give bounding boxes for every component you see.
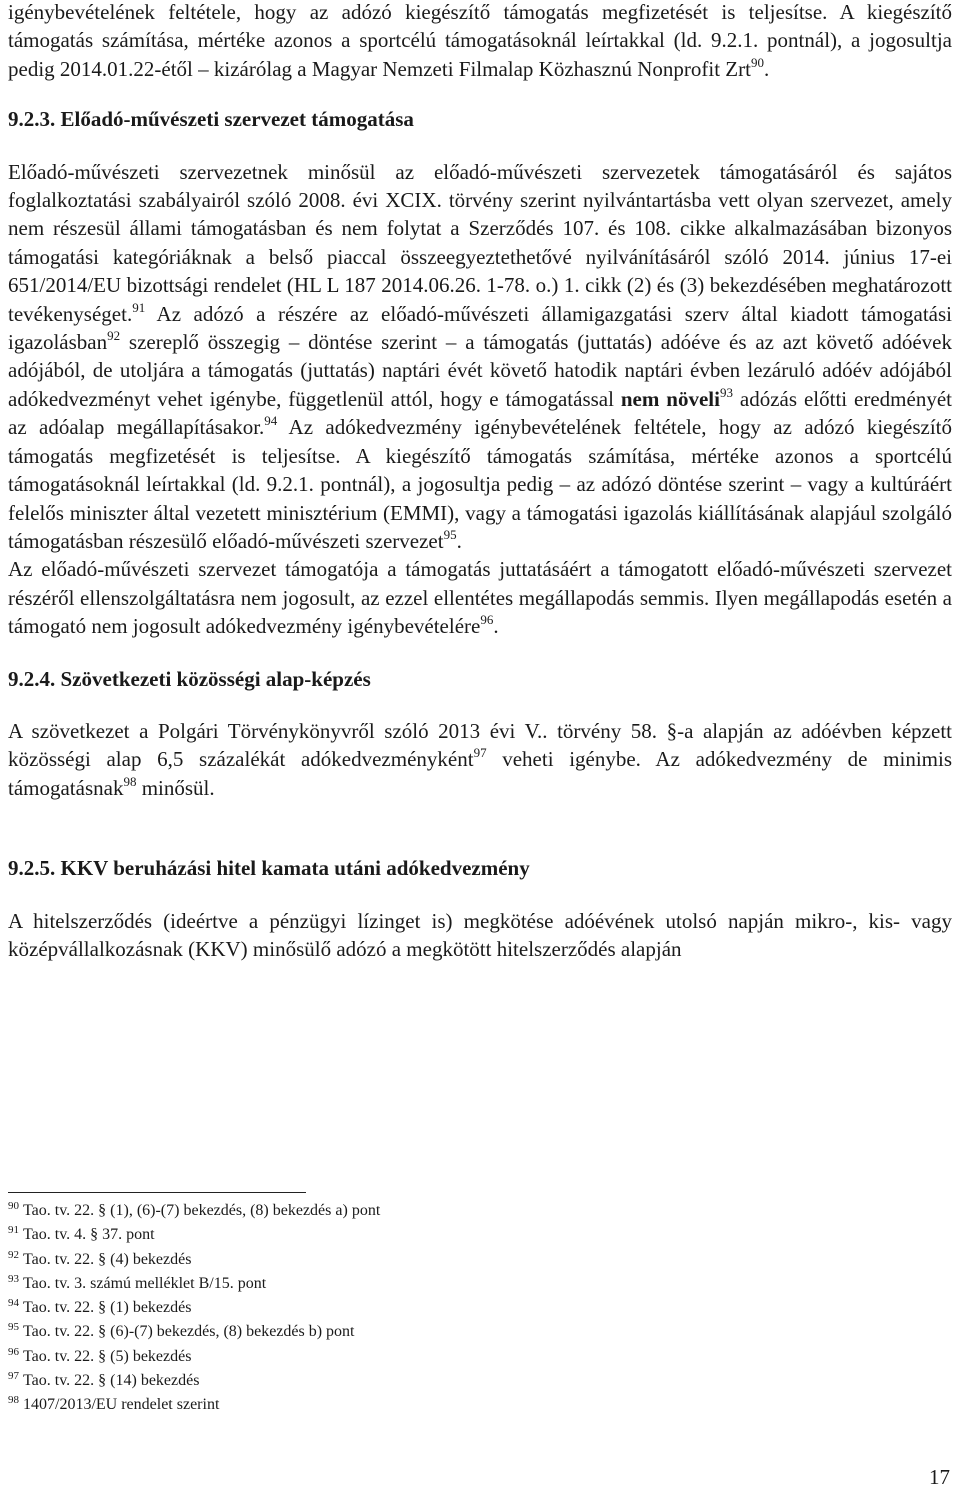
footnote-item: $^{96}$ Tao. tv. 22. § (5) bekezdés: [8, 1345, 192, 1365]
intro-paragraph: igénybevételének feltétele, hogy az adózó kiegészítő támogatás megfizetését is teljesítse. A kiegészítő támogatás számítása, mértéke azonos a sportcélú támogatásoknál leírtakkal (ld. 9.2.1. pontnál), a jogosultja pedig 2014.01.22-étől – kizárólag a Magyar Nemzeti Filmalap Közhasznú Nonprofit Zrt$^{90}$.: [8, 0, 952, 81]
footnote-ref-97[interactable]: 97: [473, 745, 487, 761]
section-heading-9-2-5: 9.2.5. KKV beruházási hitel kamata utáni adókedvezmény: [8, 856, 530, 881]
footnote-item: $^{93}$ Tao. tv. 3. számú melléklet B/15. pont: [8, 1272, 267, 1292]
section-9-2-3-paragraph-2: Az előadó-művészeti szervezet támogatója a támogatás juttatásáért a támogatott előadó-művészeti szervezet részéről ellenszolgáltatásra nem jogosult, az ezzel ellentétes megállapodás semmis. Ilyen megállapodás esetén a támogató nem jogosult adókedvezmény igénybevételére$^{96}$.: [8, 557, 952, 639]
footnote-ref-92[interactable]: 92: [107, 328, 121, 344]
footnote-item: $^{98}$ 1407/2013/EU rendelet szerint: [8, 1394, 220, 1414]
footnote-item: $^{97}$ Tao. tv. 22. § (14) bekezdés: [8, 1370, 200, 1390]
page-number: 17: [929, 1465, 950, 1489]
footnotes: [8, 1192, 952, 1418]
footnote-ref-91[interactable]: 91: [132, 299, 146, 315]
footnote-item: $^{94}$ Tao. tv. 22. § (1) bekezdés: [8, 1297, 192, 1317]
section-heading-9-2-4: 9.2.4. Szövetkezeti közösségi alap-képzés: [8, 666, 371, 691]
footnote-item: $^{92}$ Tao. tv. 22. § (4) bekezdés: [8, 1248, 192, 1268]
footnote-ref-90[interactable]: 90: [750, 54, 764, 70]
section-heading-9-2-3: 9.2.3. Előadó-művészeti szervezet támogatása: [8, 107, 414, 132]
footnote-item: $^{91}$ Tao. tv. 4. § 37. pont: [8, 1224, 155, 1244]
footnote-ref-96[interactable]: 96: [480, 612, 494, 628]
footnote-item: $^{95}$ Tao. tv. 22. § (6)-(7) bekezdés, (8) bekezdés b) pont: [8, 1321, 355, 1341]
section-9-2-5-paragraph: A hitelszerződés (ideértve a pénzügyi lízinget is) megkötése adóévének utolsó napján mikro-, kis- vagy középvállalkozásnak (KKV) minősülő adózó a megkötött hitelszerződés alapján: [8, 908, 952, 961]
body-text: [8, 0, 952, 963]
footnote-separator: [8, 1192, 306, 1193]
section-9-2-3-paragraph-1: Előadó-művészeti szervezetnek minősül az előadó-művészeti szervezetek támogatásáról és sajátos foglalkoztatási szabályairól szóló 2008. évi XCIX. törvény szerint nyilvántartásba vett olyan szervezet, amely nem részesül állami támogatásban és nem folytat a Szerződés 107. és 108. cikke alkalmazásában bizonyos támogatási kategóriáknak a belső piaccal összeegyeztethetővé nyilvánításáról szóló 2014. június 17-ei 651/2014/EU bizottsági rendelet (HL L 187 2014.06.26. 1-78. o.) 1. cikk (2) és (3) bekezdésében meghatározott tevékenységet.$^{91}$ Az adózó a részére az előadó-művészeti államigazgatási szerv által kiadott támogatási igazolásban$^{92}$ szereplő összegig – döntése szerint – a támogatás (juttatás) adóéve és az azt követő adóévek adójából, de utoljára a támogatás (juttatás) naptári évét követő hatodik naptári évben lezáruló adóév adójából adókedvezményt vehet igénybe, függetlenül attól, hogy e támogatással nem növeli$^{93}$ adózás előtti eredményét az adóalap megállapításakor.$^{94}$ Az adókedvezmény igénybevételének feltétele, hogy az adózó kiegészítő támogatás megfizetését is teljesítse. A kiegészítő támogatás számítása, mértéke azonos a sportcélú támogatásoknál leírtakkal (ld. 9.2.1. pontnál), a jogosultja pedig – az adózó döntése szerint – vagy a kultúráért felelős miniszter által vezetett minisztérium (EMMI), vagy a támogatási igazolás kiállításának alapjául szolgáló támogatásban részesülő előadó-művészeti szervezet$^{95}$.: [8, 159, 952, 553]
footnote-item: $^{90}$ Tao. tv. 22. § (1), (6)-(7) bekezdés, (8) bekezdés a) pont: [8, 1200, 381, 1219]
footnote-ref-94[interactable]: 94: [264, 413, 278, 429]
footnote-ref-95[interactable]: 95: [443, 526, 457, 542]
footnote-ref-93[interactable]: 93: [719, 384, 733, 400]
emphasis-nem-noveli: nem növeli: [620, 386, 720, 411]
section-9-2-4-paragraph: A szövetkezet a Polgári Törvénykönyvről szóló 2013 évi V.. törvény 58. §-a alapján az adóévben képzett közösségi alap 6,5 százalékát adókedvezményként$^{97}$ veheti igénybe. Az adókedvezmény de minimis támogatásnak$^{98}$ minősül.: [8, 718, 952, 800]
footnote-ref-98[interactable]: 98: [123, 773, 137, 789]
